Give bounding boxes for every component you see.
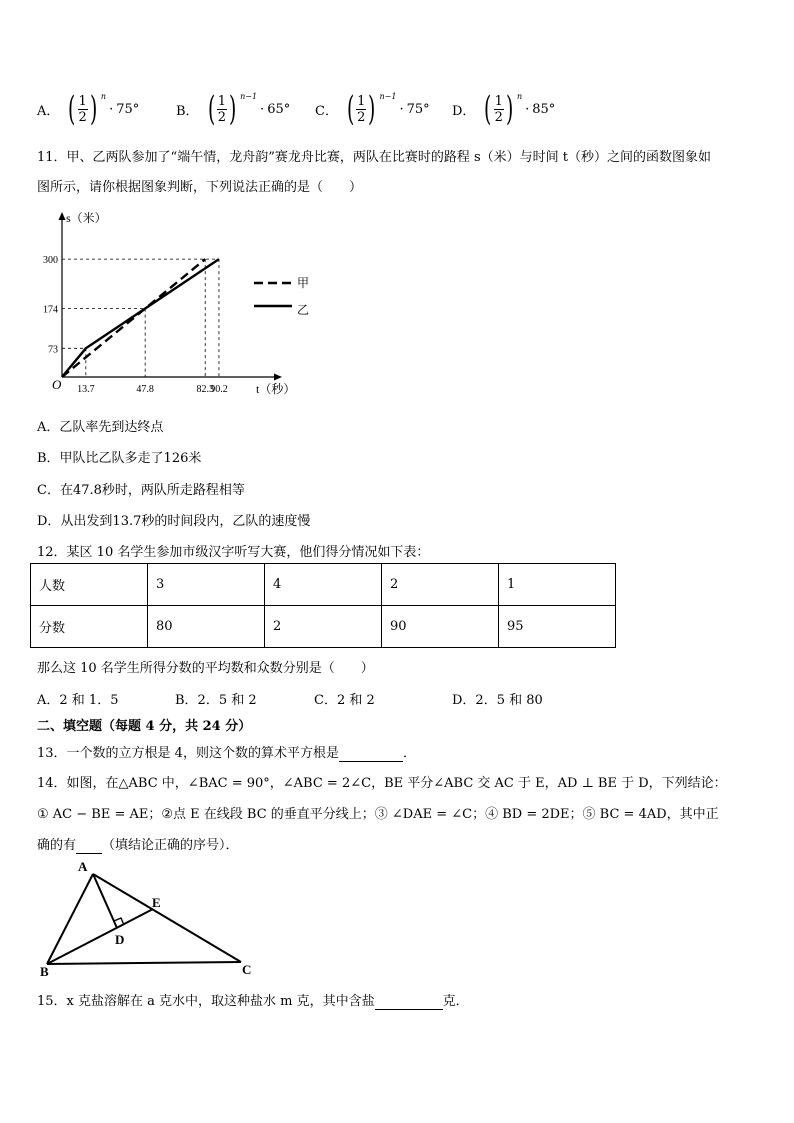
table-row — [31, 564, 616, 606]
x-tick-label: 47.8 — [136, 384, 154, 395]
fraction-denominator: 2 — [357, 109, 366, 125]
y-axis-label: s（米） — [66, 211, 107, 225]
fraction-numerator: 1 — [357, 93, 366, 109]
series-line-yi — [62, 259, 219, 377]
x-axis-label: t（秒） — [256, 382, 296, 396]
x-tick-label: 13.7 — [77, 384, 95, 395]
option-label: A． — [37, 103, 60, 119]
q15-end: 克． — [442, 994, 469, 1009]
q14-line1: 14．如图，在△ABC 中，∠BAC = 90°，∠ABC = 2∠C，BE 平分∠ABC 交 AC 于 E，AD ⊥ BE 于 D，下列结论： — [37, 776, 727, 791]
q12-option-d: D．2．5 和 80 — [452, 693, 543, 708]
y-tick-label: 73 — [48, 344, 58, 356]
multiply-dot: · — [525, 101, 530, 117]
vertex-c-label: C — [242, 962, 252, 977]
exponent: n — [516, 91, 523, 101]
y-tick-label: 174 — [43, 304, 58, 316]
point-d-label: D — [115, 932, 125, 947]
paren-left: ( — [484, 89, 492, 129]
side-bc — [47, 962, 241, 964]
side-ac — [93, 874, 241, 962]
q11-option-a: A．乙队率先到达终点 — [37, 420, 164, 435]
fraction-numerator: 1 — [78, 93, 87, 109]
table-cell: 分数 — [31, 606, 148, 648]
paren-right: ) — [368, 89, 376, 129]
q11-stem-line2: 图所示，请你根据图象判断，下列说法正确的是（ ） — [37, 180, 363, 195]
table-cell: 2 — [382, 564, 499, 606]
fraction-denominator: 2 — [217, 109, 226, 125]
q12-option-b: B．2．5 和 2 — [175, 693, 257, 708]
score-table — [30, 563, 616, 648]
segment-be — [47, 909, 153, 964]
paren-left: ( — [207, 89, 215, 129]
fraction-numerator: 1 — [217, 93, 226, 109]
q13-end: ． — [402, 746, 416, 761]
vertex-b-label: B — [40, 964, 49, 979]
y-tick-label: 300 — [43, 255, 58, 267]
table-row — [31, 606, 616, 648]
vertex-a-label: A — [78, 859, 88, 874]
fraction-denominator: 2 — [78, 109, 87, 125]
q14-line3-start: 确的有 — [37, 838, 77, 853]
exponent: n−1 — [379, 91, 397, 101]
table-cell: 1 — [499, 564, 616, 606]
paren-left: ( — [68, 89, 76, 129]
y-axis-arrow — [59, 212, 66, 220]
distance-time-chart — [30, 205, 330, 405]
x-axis-arrow — [274, 374, 282, 381]
fraction-numerator: 1 — [494, 93, 503, 109]
q11-option-b: B．甲队比乙队多走了126米 — [37, 451, 202, 466]
triangle-figure — [30, 858, 270, 980]
origin-label: O — [52, 377, 62, 392]
legend-label-yi: 乙 — [297, 303, 310, 317]
x-tick-label: 82.3 — [196, 384, 214, 395]
q14-line2: ① AC − BE = AE；②点 E 在线段 BC 的垂直平分线上；③ ∠DAE = ∠C；④ BD = 2DE；⑤ BC = 4AD，其中正 — [37, 807, 719, 822]
table-cell: 人数 — [31, 564, 148, 606]
q15-text: 15．x 克盐溶解在 a 克水中，取这种盐水 m 克，其中含盐 — [37, 994, 375, 1009]
q12-option-c: C．2 和 2 — [314, 693, 375, 708]
q14-line3 — [37, 834, 239, 854]
side-ab — [47, 874, 93, 964]
option-label: C． — [315, 103, 338, 119]
q10-option — [176, 88, 290, 130]
paren-left: ( — [346, 89, 355, 129]
table-cell: 90 — [382, 606, 499, 648]
q11-option-c: C．在47.8秒时，两队所走路程相等 — [37, 483, 245, 498]
q10-option — [37, 88, 139, 130]
q10-option — [452, 88, 555, 130]
q13 — [37, 742, 416, 762]
paren-right: ) — [505, 89, 513, 129]
answer-blank — [339, 746, 403, 762]
table-cell: 2 — [265, 606, 382, 648]
q12-stem: 12．某区 10 名学生参加市级汉字听写大赛，他们得分情况如下表： — [37, 545, 430, 560]
fraction — [217, 94, 227, 125]
legend-label-jia: 甲 — [297, 276, 310, 290]
paren-right: ) — [89, 89, 97, 129]
option-value: 85° — [532, 101, 556, 117]
series-line-jia — [62, 259, 205, 377]
option-label: B． — [176, 103, 199, 119]
q14-line3-end: （填结论正确的序号）． — [102, 838, 239, 853]
option-value: 65° — [267, 101, 291, 117]
q11-stem-line1: 11．甲、乙两队参加了“端午情，龙舟韵”赛龙舟比赛，两队在比赛时的路程 s（米）与时间 t（秒）之间的函数图象如 — [37, 150, 711, 165]
fraction — [78, 94, 88, 125]
table-cell: 4 — [265, 564, 382, 606]
exponent: n−1 — [240, 91, 258, 101]
answer-blank — [76, 838, 102, 854]
table-cell: 3 — [148, 564, 265, 606]
q12-question: 那么这 10 名学生所得分数的平均数和众数分别是（ ） — [37, 661, 374, 676]
option-value: 75° — [116, 101, 140, 117]
point-e-label: E — [152, 895, 161, 910]
x-tick-label: 90.2 — [210, 384, 228, 395]
option-label: D． — [452, 103, 476, 119]
table-cell: 80 — [148, 606, 265, 648]
q12-option-a: A．2 和 1．5 — [37, 693, 119, 708]
fraction — [356, 94, 366, 125]
q10-option — [315, 88, 430, 130]
table-cell: 95 — [499, 606, 616, 648]
section-heading: 二、填空题（每题 4 分，共 24 分） — [37, 719, 252, 734]
paren-right: ) — [228, 89, 237, 129]
option-value: 75° — [406, 101, 430, 117]
answer-blank — [375, 994, 443, 1010]
q13-text: 13．一个数的立方根是 4，则这个数的算术平方根是 — [37, 746, 339, 761]
q15 — [37, 990, 469, 1010]
multiply-dot: · — [260, 101, 265, 117]
fraction — [494, 94, 504, 125]
q11-option-d: D．从出发到13.7秒的时间段内，乙队的速度慢 — [37, 514, 311, 529]
exponent: n — [100, 91, 107, 101]
multiply-dot: · — [399, 101, 404, 117]
multiply-dot: · — [109, 101, 114, 117]
fraction-denominator: 2 — [494, 109, 503, 125]
